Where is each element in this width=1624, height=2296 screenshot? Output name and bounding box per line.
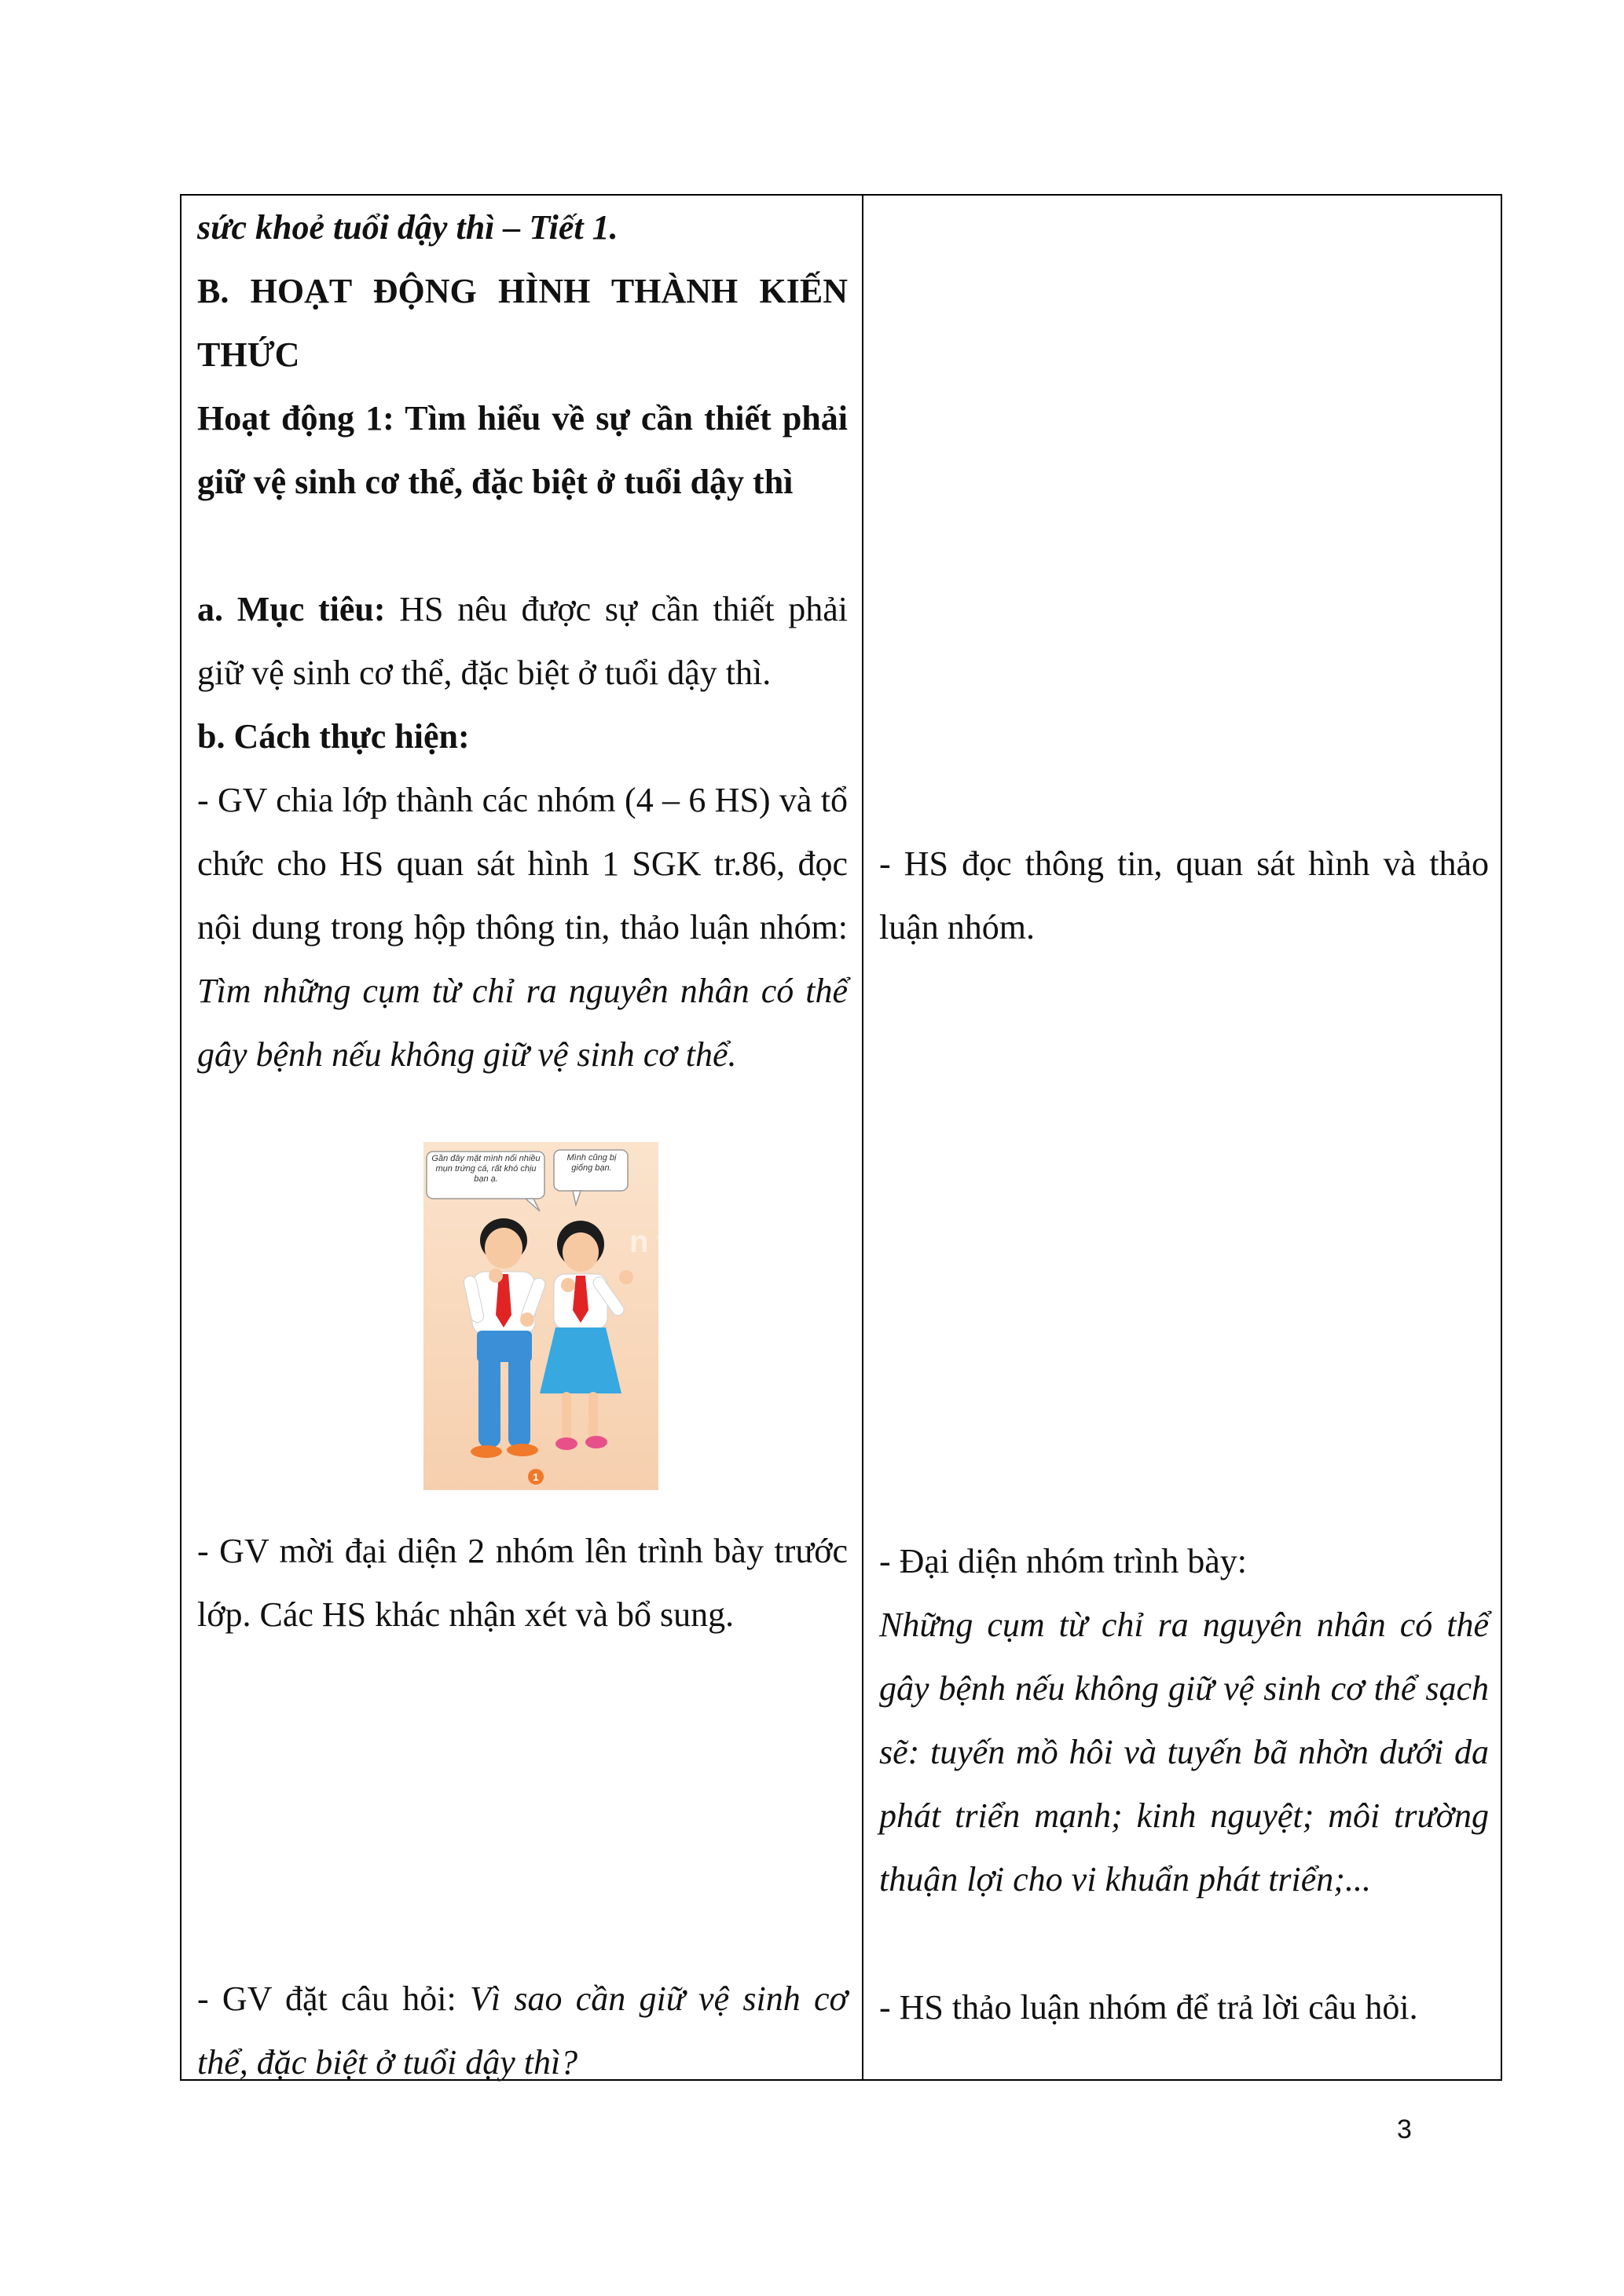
speech-bubble-right-text: Mình cũng bị giống bạn. [566, 1153, 617, 1173]
teacher-step-1-question: Tìm những cụm từ chỉ ra nguyên nhân có thể gây bệnh nếu không giữ vệ sinh cơ thể. [197, 972, 848, 1074]
objective-label: a. Mục tiêu: [197, 590, 386, 628]
student-step-2: - Đại diện nhóm trình bày: [879, 1542, 1248, 1580]
speech-bubble-right-tail [573, 1191, 581, 1205]
teacher-step-3 [197, 1967, 848, 2094]
lesson-table [180, 194, 1502, 2081]
boy-figure [463, 1218, 547, 1458]
teacher-step-1-text: - GV chia lớp thành các nhóm (4 – 6 HS) và tổ chức cho HS quan sát hình 1 SGK tr.86, đọc nội dung trong hộp thông tin, thảo luận nhóm: [197, 781, 848, 947]
student-answer: Những cụm từ chỉ ra nguyên nhân có thể gây bệnh nếu không giữ vệ sinh cơ thể sạch sẽ: tuyến mồ hôi và tuyến bã nhờn dưới da phát triển mạnh; kinh nguyệt; môi trường thuận lợi cho vi khuẩn phát triển;... [879, 1606, 1489, 1899]
objective-paragraph [197, 577, 848, 705]
objective-text: HS nêu được sự cần thiết phải giữ vệ sinh cơ thể, đặc biệt ở tuổi dậy thì. [197, 590, 849, 692]
method-heading: b. Cách thực hiện: [197, 717, 470, 756]
girl-figure [540, 1221, 633, 1450]
speech-bubble-left-tail [526, 1199, 540, 1211]
teacher-step-1 [197, 768, 848, 1086]
students-illustration [423, 1142, 680, 1490]
figure-1-illustration [423, 1142, 680, 1490]
teacher-step-3-question: Vì sao cần giữ vệ sinh cơ thể, đặc biệt ở tuổi dậy thì? [197, 1979, 848, 2082]
page-number: 3 [1397, 2115, 1412, 2144]
figure-number: 1 [533, 1471, 539, 1483]
background-lettering: n tr [629, 1225, 680, 1259]
column-divider [862, 196, 863, 2079]
teacher-step-2: - GV mời đại diện 2 nhóm lên trình bày trước lớp. Các HS khác nhận xét và bổ sung. [197, 1532, 848, 1634]
section-heading: B. HOẠT ĐỘNG HÌNH THÀNH KIẾN THỨC [197, 272, 848, 374]
lesson-title-line: sức khoẻ tuổi dậy thì – Tiết 1. [197, 208, 618, 247]
activity-heading: Hoạt động 1: Tìm hiểu về sự cần thiết phải giữ vệ sinh cơ thể, đặc biệt ở tuổi dậy thì [197, 399, 848, 501]
student-step-3: - HS thảo luận nhóm để trả lời câu hỏi. [879, 1988, 1418, 2027]
speech-bubble-left-text: Gần đây mặt mình nổi nhiều mụn trứng cá, rất khó chịu bạn ạ. [431, 1154, 541, 1184]
student-step-1: - HS đọc thông tin, quan sát hình và thảo luận nhóm. [879, 844, 1489, 947]
teacher-step-3-text: - GV đặt câu hỏi: [197, 1979, 470, 2018]
